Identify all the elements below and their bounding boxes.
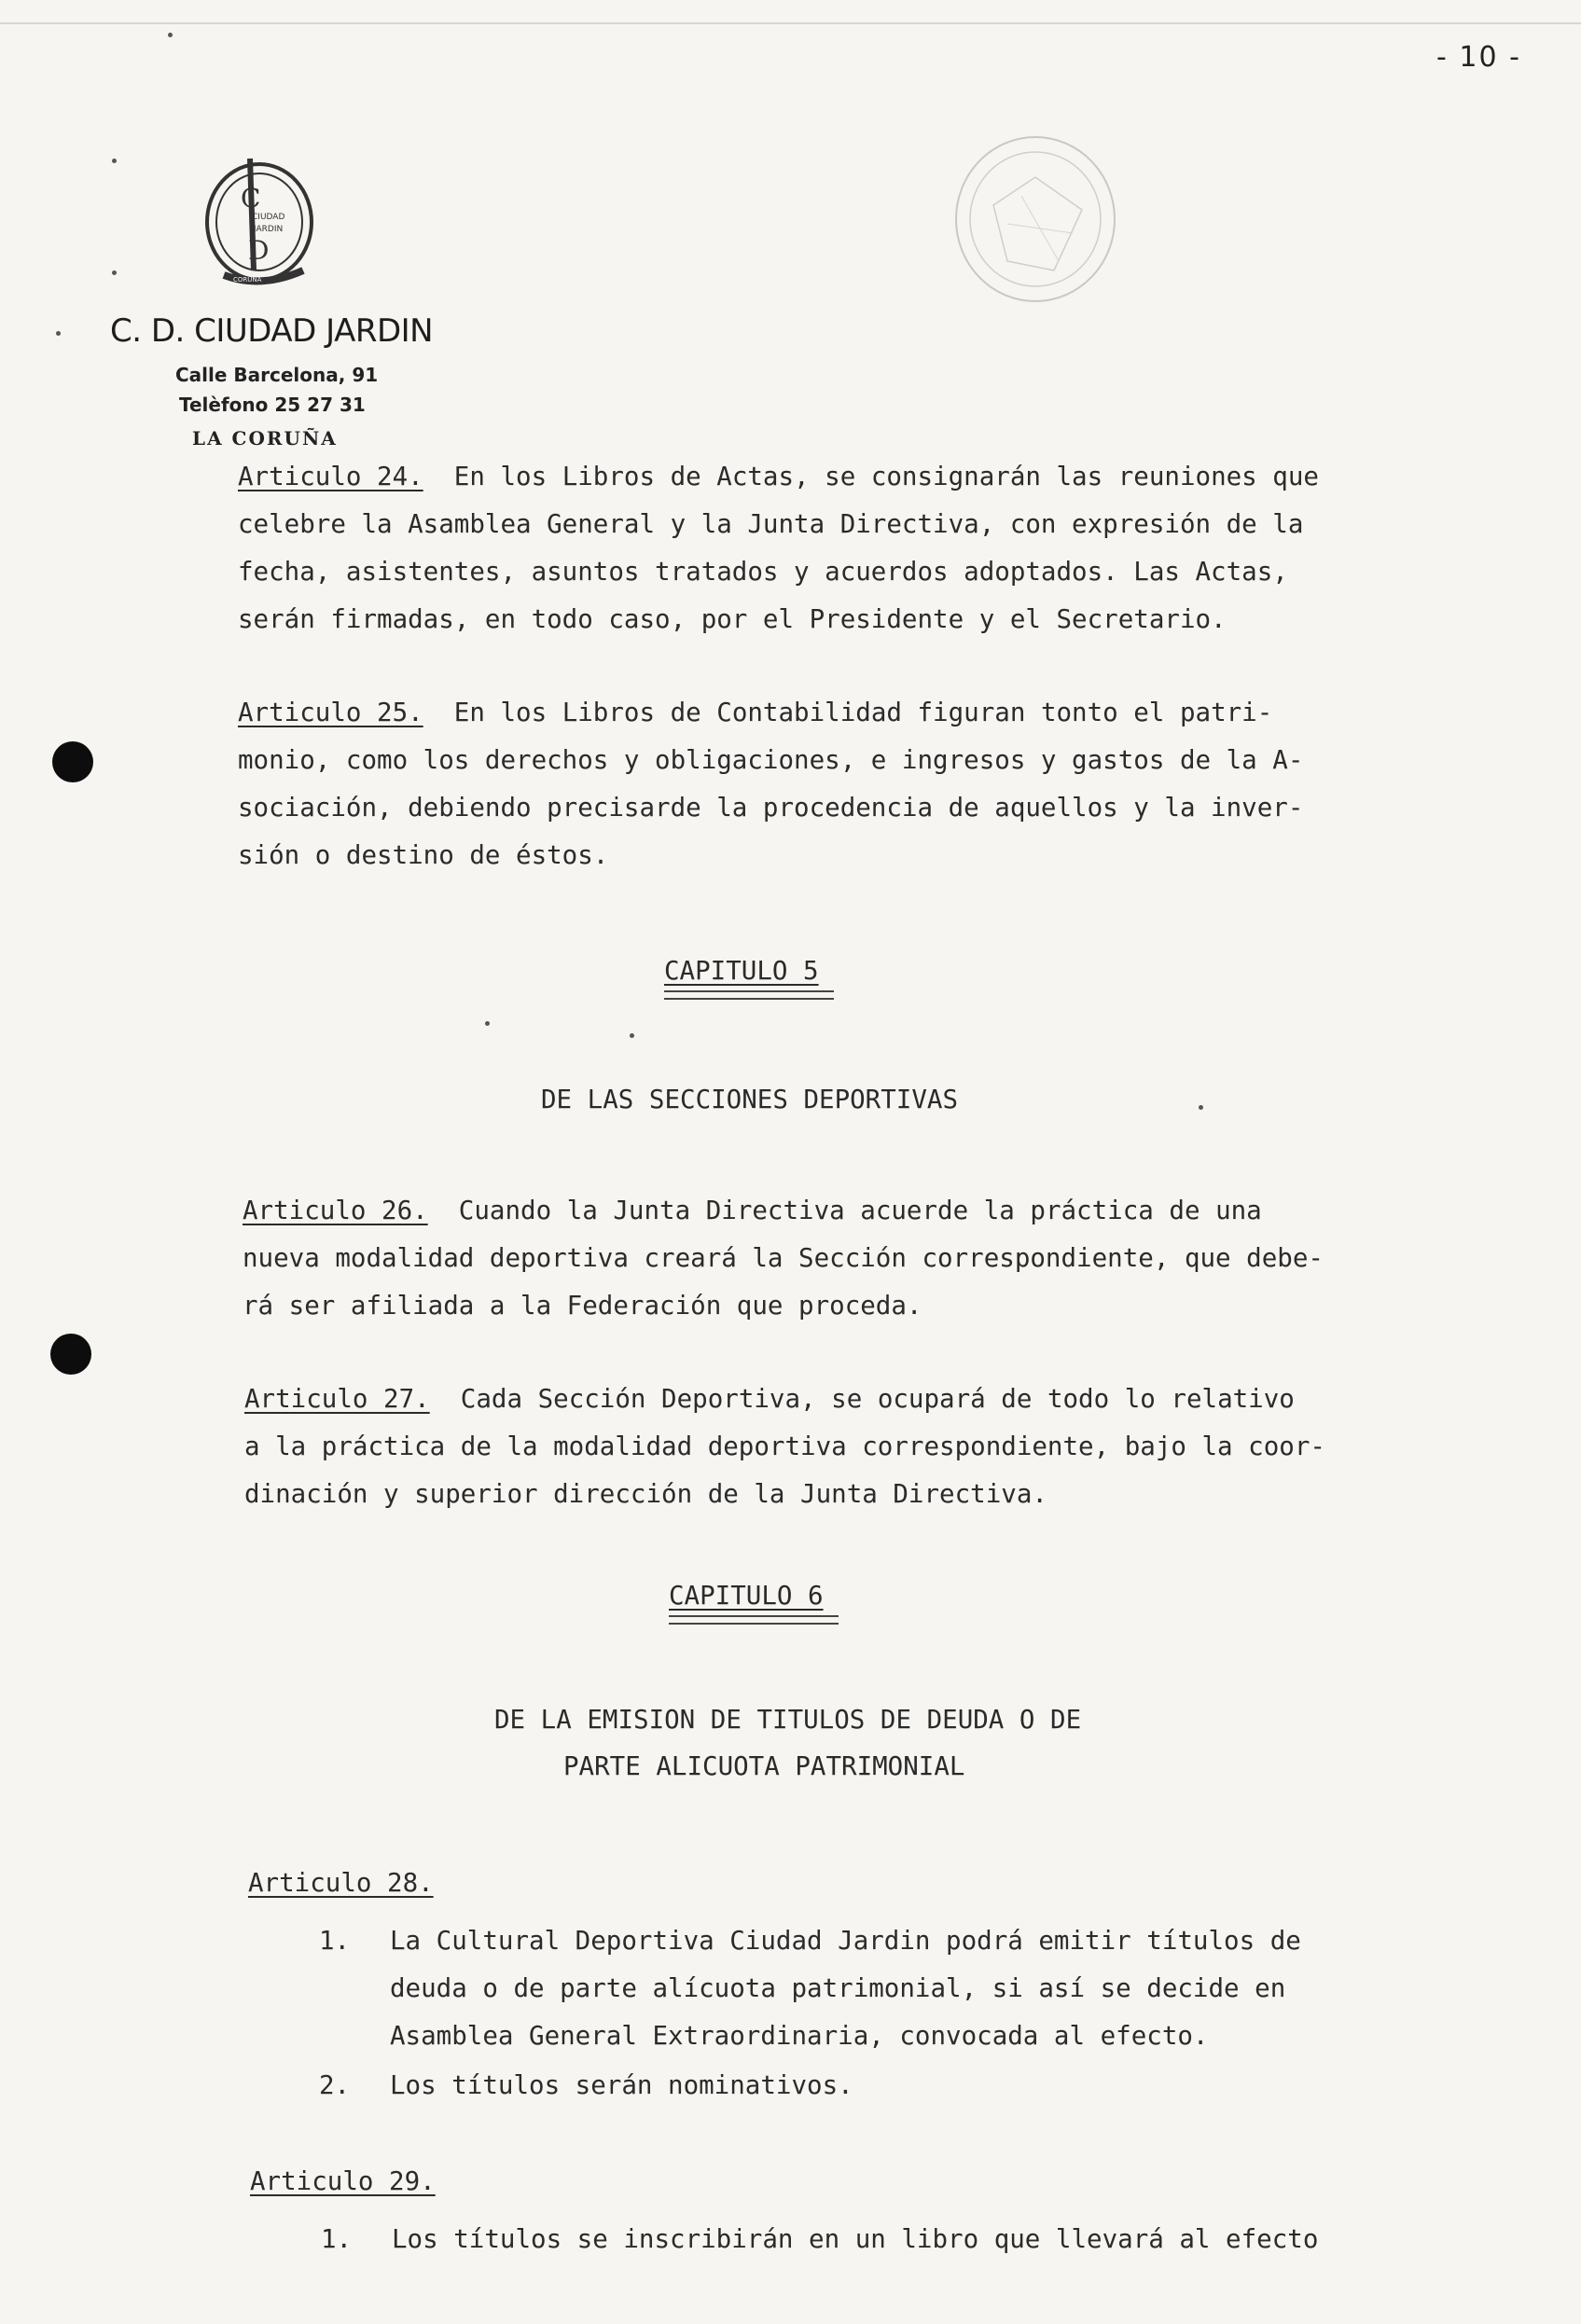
article-29-label-line <box>250 2157 436 2206</box>
article-26-line-3: rá ser afiliada a la Federación que proceda. <box>243 1291 922 1321</box>
letterhead-phone: Telèfono 25 27 31 <box>179 394 366 416</box>
page-top-edge <box>0 22 1581 24</box>
punch-hole <box>50 1334 91 1375</box>
article-26-label: Articulo 26. <box>243 1196 428 1225</box>
letterhead-address: Calle Barcelona, 91 <box>175 364 379 386</box>
article-25-line-1: Articulo 25. En los Libros de Contabilidad figuran tonto el patri- <box>238 698 1273 727</box>
article-29-label: Articulo 29. <box>250 2166 436 2196</box>
article-25-line-3: sociación, debiendo precisarde la procedencia de aquellos y la inver- <box>238 793 1304 823</box>
svg-text:CIUDAD: CIUDAD <box>252 213 285 222</box>
svg-text:JARDIN: JARDIN <box>254 225 284 234</box>
article-28-item-1-line-2: deuda o de parte alícuota patrimonial, si así se decide en <box>390 1973 1286 2003</box>
svg-text:D: D <box>248 235 270 266</box>
punch-hole <box>52 741 93 782</box>
chapter-6-title: CAPITULO 6 <box>669 1581 824 1611</box>
letterhead-org-name: C. D. CIUDAD JARDIN <box>110 312 434 350</box>
article-26-line-2: nueva modalidad deportiva creará la Sección correspondiente, que debe- <box>243 1243 1324 1273</box>
svg-text:C: C <box>241 183 261 214</box>
article-24-line-2: celebre la Asamblea General y la Junta Directiva, con expresión de la <box>238 509 1304 539</box>
article-29-item-1-number: 1. <box>321 2224 353 2254</box>
article-24-label: Articulo 24. <box>238 462 423 491</box>
letterhead-city: LA CORUÑA <box>192 427 338 450</box>
chapter-5-title: CAPITULO 5 <box>664 956 819 986</box>
article-29-item-1-line-1: Los títulos se inscribirán en un libro que llevará al efecto <box>392 2224 1319 2254</box>
speck <box>485 1021 490 1026</box>
article-28-item-1-line-1: La Cultural Deportiva Ciudad Jardin podrá emitir títulos de <box>390 1926 1301 1956</box>
chapter-6-heading-line-1: DE LA EMISION DE TITULOS DE DEUDA O DE <box>494 1705 1082 1735</box>
article-28-item-1-line-3: Asamblea General Extraordinaria, convocada al efecto. <box>390 2021 1209 2051</box>
speck <box>630 1033 634 1038</box>
article-28-item-2-line-1: Los títulos serán nominativos. <box>390 2070 853 2100</box>
speck <box>56 331 61 336</box>
article-24-line-4: serán firmadas, en todo caso, por el Presidente y el Secretario. <box>238 604 1227 634</box>
article-27-line-2: a la práctica de la modalidad deportiva correspondiente, bajo la coor- <box>244 1432 1325 1461</box>
article-28-label-line <box>248 1859 434 1907</box>
chapter-6-double-underline <box>669 1615 839 1625</box>
speck <box>168 33 173 37</box>
article-26-line-1: Articulo 26. Cuando la Junta Directiva acuerde la práctica de una <box>243 1196 1262 1225</box>
club-logo <box>196 149 326 298</box>
article-28-item-2-number: 2. <box>319 2070 351 2100</box>
article-25-label: Articulo 25. <box>238 698 423 727</box>
article-27-line-1: Articulo 27. Cada Sección Deportiva, se ocupará de todo lo relativo <box>244 1384 1295 1414</box>
svg-text:CORUÑA: CORUÑA <box>233 276 262 284</box>
speck <box>1199 1105 1203 1110</box>
article-27-label: Articulo 27. <box>244 1384 430 1414</box>
article-24-line-1: Articulo 24. En los Libros de Actas, se consignarán las reuniones que <box>238 462 1319 491</box>
chapter-5-double-underline <box>664 990 834 1000</box>
article-24-line-3: fecha, asistentes, asuntos tratados y acuerdos adoptados. Las Actas, <box>238 557 1288 587</box>
faded-stamp <box>942 131 1129 317</box>
chapter-6-heading-line-2: PARTE ALICUOTA PATRIMONIAL <box>563 1751 965 1781</box>
speck <box>112 270 117 275</box>
chapter-5-heading: DE LAS SECCIONES DEPORTIVAS <box>541 1085 959 1114</box>
page-number: - 10 - <box>1436 41 1521 74</box>
article-27-line-3: dinación y superior dirección de la Junta Directiva. <box>244 1479 1047 1509</box>
article-28-item-1-number: 1. <box>319 1926 351 1956</box>
speck <box>112 159 117 163</box>
article-25-line-2: monio, como los derechos y obligaciones, e ingresos y gastos de la A- <box>238 745 1304 775</box>
article-25-line-4: sión o destino de éstos. <box>238 840 609 870</box>
article-28-label: Articulo 28. <box>248 1868 434 1898</box>
